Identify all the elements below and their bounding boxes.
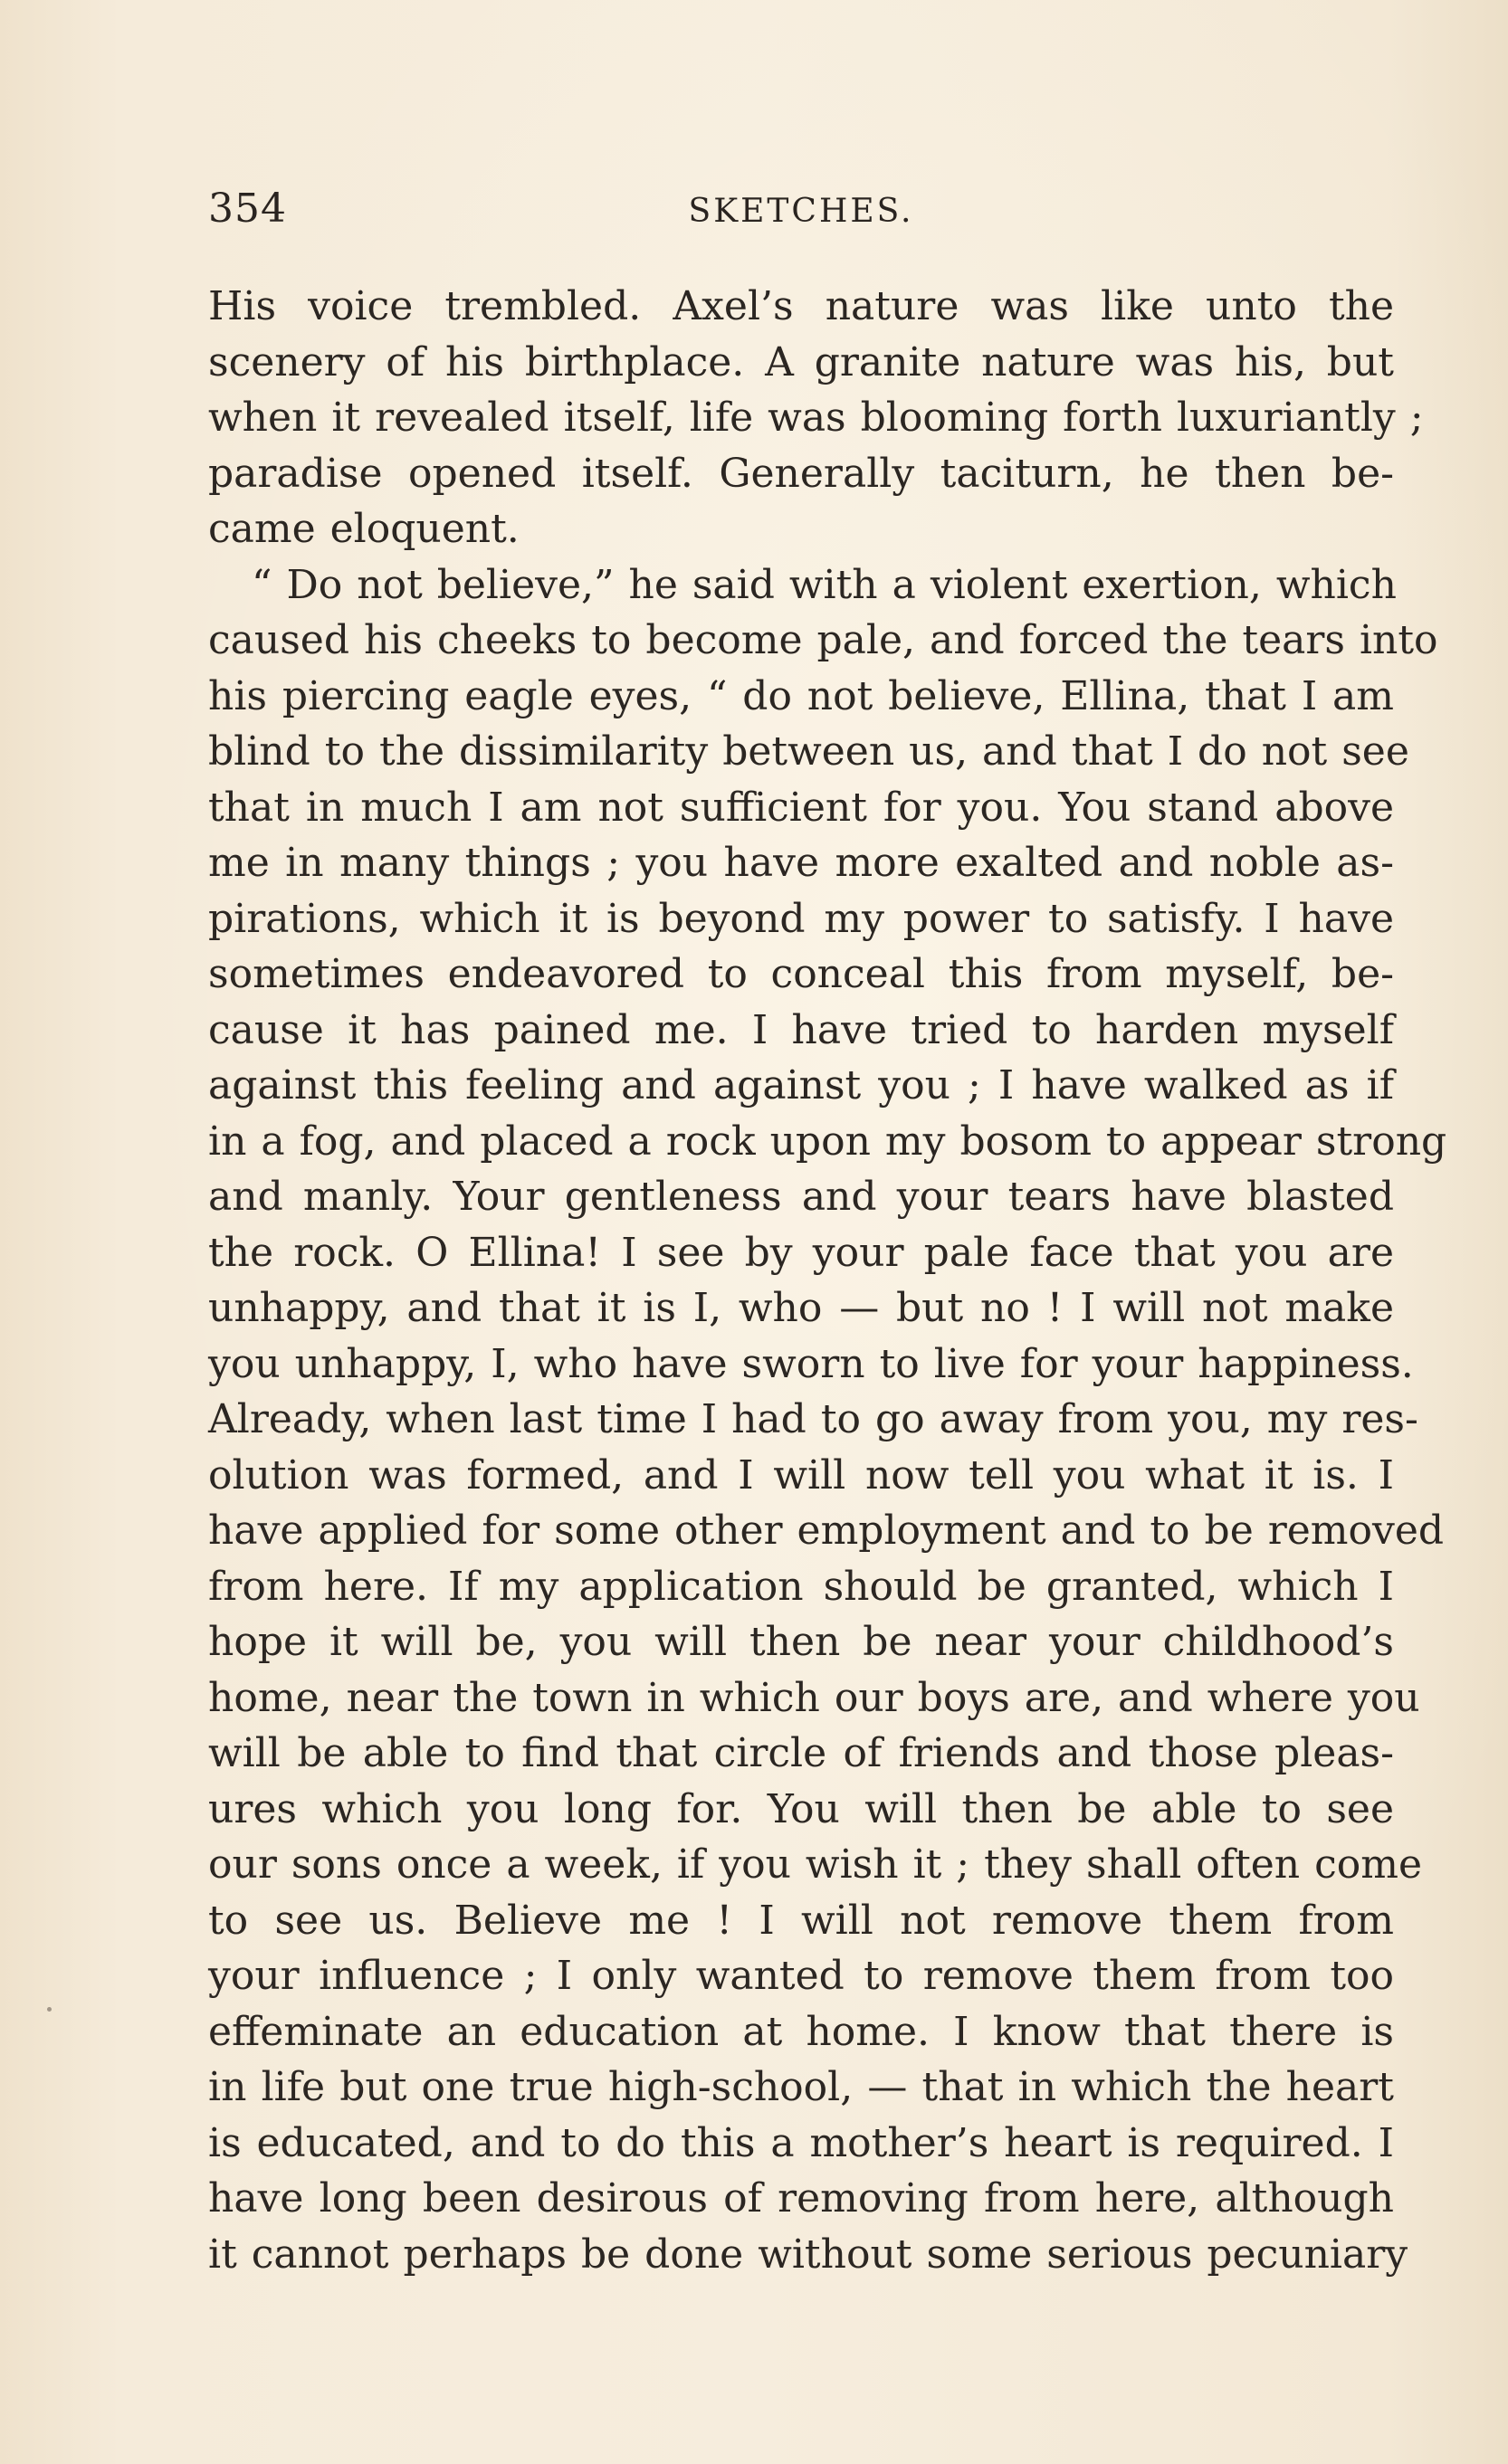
text-line: home, near the town in which our boys are, and where you — [208, 1674, 1420, 1721]
text-line: effeminate an education at home. I know that there is — [208, 2008, 1394, 2055]
text-line: hope it will be, you will then be near your childhood’s — [208, 1619, 1394, 1665]
text-line: it cannot perhaps be done without some serious pecuniary — [208, 2231, 1408, 2278]
text-line: that in much I am not sufficient for you. You stand above — [208, 784, 1394, 831]
paper-speck — [47, 2007, 52, 2012]
text-line: me in many things ; you have more exalted and noble as- — [208, 840, 1394, 886]
text-line: His voice trembled. Axel’s nature was like unto the — [208, 283, 1394, 329]
text-line: and manly. Your gentleness and your tears have blasted — [208, 1174, 1394, 1220]
text-line: have applied for some other employment and to be removed — [208, 1508, 1445, 1554]
text-line: caused his cheeks to become pale, and forced the tears into — [208, 617, 1438, 663]
text-line: in life but one true high-school, — that in which the heart — [208, 2064, 1394, 2110]
paragraph-1 — [208, 279, 1424, 557]
text-line: scenery of his birthplace. A granite nature was his, but — [208, 338, 1394, 385]
text-line: from here. If my application should be granted, which I — [208, 1563, 1394, 1610]
text-line: is educated, and to do this a mother’s heart is required. I — [208, 2119, 1394, 2166]
text-line: to see us. Believe me ! I will not remove them from — [208, 1897, 1394, 1944]
text-line: blind to the dissimilarity between us, and that I do not see — [208, 728, 1409, 775]
text-line: unhappy, and that it is I, who — but no ! I will not make — [208, 1285, 1394, 1331]
text-line: pirations, which it is beyond my power to satisfy. I have — [208, 895, 1394, 942]
text-line: paradise opened itself. Generally taciturn, he then be- — [208, 450, 1394, 497]
text-line: olution was formed, and I will now tell you what it is. I — [208, 1451, 1394, 1498]
text-line: his piercing eagle eyes, “ do not believe, Ellina, that I am — [208, 672, 1394, 719]
text-line: will be able to find that circle of friends and those pleas- — [208, 1730, 1394, 1776]
text-line: when it revealed itself, life was blooming forth luxuriantly ; — [208, 395, 1424, 441]
text-line: have long been desirous of removing from here, although — [208, 2175, 1394, 2221]
text-line: against this feeling and against you ; I have walked as if — [208, 1062, 1394, 1108]
running-head: SKETCHES. — [688, 193, 914, 230]
text-line: “ Do not believe,” he said with a violent exertion, which — [252, 561, 1397, 608]
page-number: 354 — [208, 186, 287, 232]
text-line: you unhappy, I, who have sworn to live for your happiness. — [208, 1340, 1414, 1387]
paragraph-2 — [208, 557, 1447, 2283]
text-line: cause it has pained me. I have tried to harden myself — [208, 1006, 1394, 1053]
page-header — [208, 186, 1394, 240]
body-text — [208, 279, 1447, 2282]
text-line: came eloquent. — [208, 506, 520, 552]
text-line: the rock. O Ellina! I see by your pale face that you are — [208, 1229, 1394, 1276]
text-line: your influence ; I only wanted to remove them from too — [208, 1953, 1394, 1999]
text-line: ures which you long for. You will then be able to see — [208, 1785, 1394, 1832]
text-line: our sons once a week, if you wish it ; they shall often come — [208, 1841, 1423, 1888]
text-line: in a fog, and placed a rock upon my bosom to appear strong — [208, 1118, 1447, 1165]
text-line: Already, when last time I had to go away from you, my res- — [208, 1396, 1418, 1442]
text-line: sometimes endeavored to conceal this from myself, be- — [208, 951, 1394, 997]
